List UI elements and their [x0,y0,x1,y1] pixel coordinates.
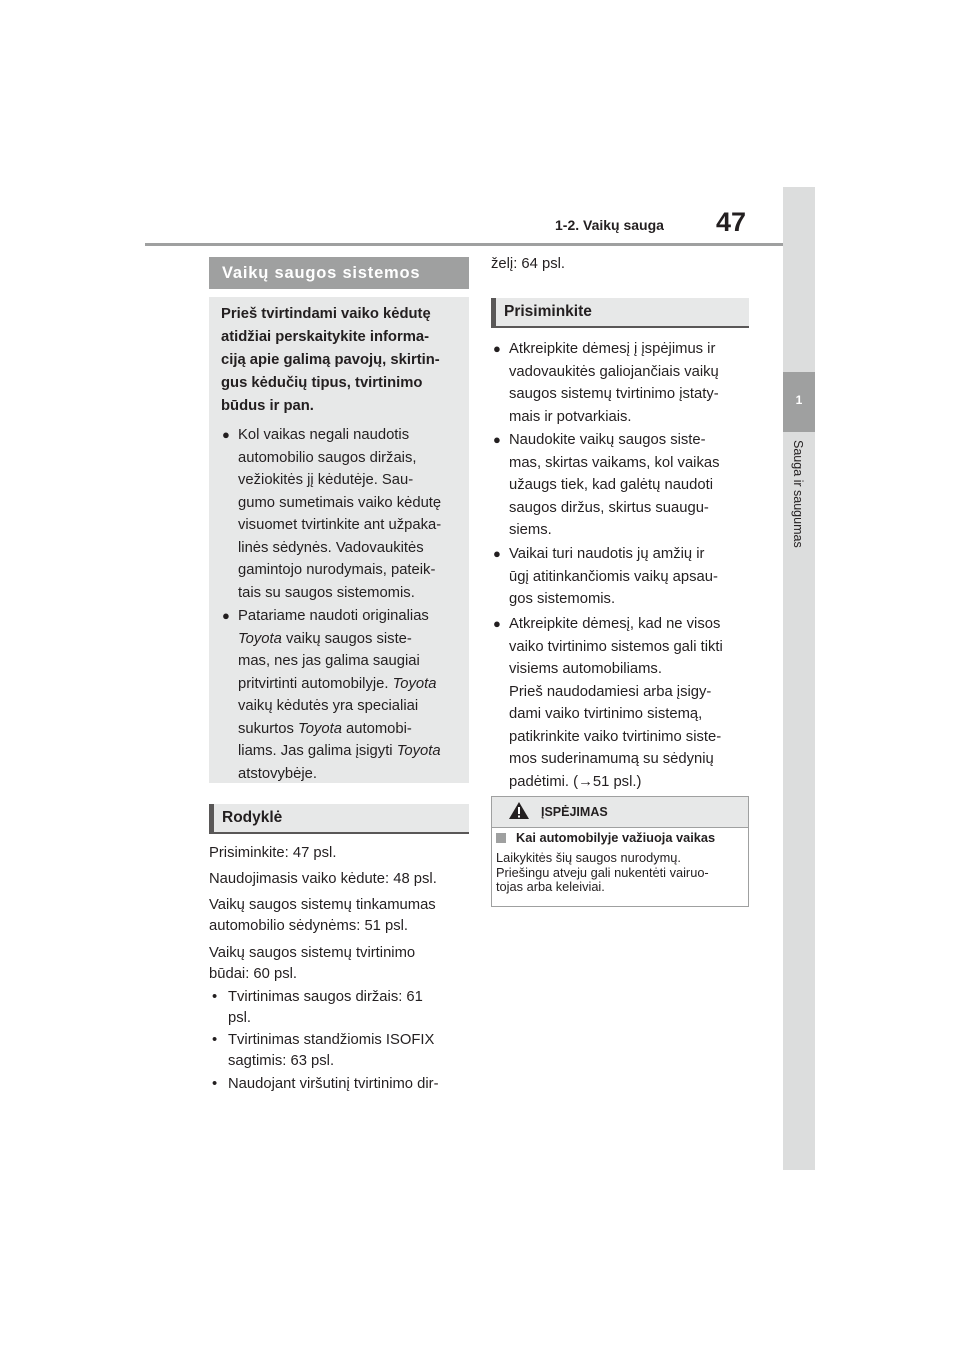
chapter-label: Sauga ir saugumas [791,440,805,548]
index-subitem: • Tvirtinimas standžiomis ISOFIX sagtimis: 63 psl. [212,1032,435,1069]
index-item: Prisiminkite: 47 psl. [209,845,337,861]
intro-text: Prieš tvirtindami vaiko kėdutę atidžiai perskaitykite informa- ciją apie galimą pavojų, skirtin- gus kėdučių tipus, tvirtinimo būdus ir pan. [221,306,440,414]
bullet-dot-icon: ● [493,341,501,356]
remember-bullet: ● Naudokite vaikų saugos siste- mas, skirtas vaikams, kol vaikas užaugs tiek, kad galėtų naudoti saugos diržus, skirtus suaugu- siems. [509,429,751,542]
bullet-dot-icon: ● [493,432,501,447]
chapter-number: 1 [795,393,803,407]
index-subitem-continuation: želį: 64 psl. [491,256,566,272]
index-heading: Rodyklė [209,804,469,834]
bullet-dot-icon: ● [222,608,230,623]
index-subitem: • Tvirtinimas saugos diržais: 61 psl. [212,989,423,1026]
intro-bullet: ● Patariame naudoti originalias Toyota vaikų saugos siste- mas, nes jas galima saugiai pritvirtinti automobilyje. Toyota vaikų kėdutės yra specialiai sukurtos Toyota automobi- liams. Jas galima įsigyti Toyota atstovybėje. [238,605,470,785]
remember-heading: Prisiminkite [491,298,749,328]
warning-title: ĮSPĖJIMAS [541,805,608,819]
index-item: Vaikų saugos sistemų tinkamumas automobilio sėdynėms: 51 psl. [209,897,436,934]
header-rule [145,243,783,246]
warning-text: Laikykitės šių saugos nurodymų. Priešingu atveju gali nukentėti vairuo- tojas arba keleiviai. [496,850,709,894]
bullet-dot-icon: ● [222,427,230,442]
bullet-dot-icon: ● [493,616,501,631]
page-number: 47 [716,207,747,237]
bullet-dot-icon: ● [493,546,501,561]
index-item: Naudojimasis vaiko kėdute: 48 psl. [209,871,437,887]
intro-bullet: ● Kol vaikas negali naudotis automobilio saugos diržais, vežiokitės jį kėdutėje. Sau- gumo sumetimais vaiko kėdutę visuomet tvirtinkite ant užpaka- linės sėdynės. Vadovaukitės gamintojo nurodymais, pateik- tais su saugos sistemomis. [238,424,470,604]
warning-square-icon [496,833,506,843]
warning-subtitle: Kai automobilyje važiuoja vaikas [516,830,716,845]
warning-triangle-icon [508,801,530,820]
section-title: Vaikų saugos sistemos [209,257,469,289]
chapter-side-tab [783,187,815,1170]
remember-bullet: ● Vaikai turi naudotis jų amžių ir ūgį atitinkančiomis vaikų apsau- gos sistemomis. [509,543,751,611]
index-subitem: • Naudojant viršutinį tvirtinimo dir- [212,1076,439,1092]
remember-bullet: ● Atkreipkite dėmesį, kad ne visos vaiko tvirtinimo sistemos gali tikti visiems automobiliams. Prieš naudodamiesi arba įsigy- dami vaiko tvirtinimo sistemą, patikrinkite vaiko tvirtinimo siste- mos suderinamumą su sėdynių padėtimi. (→51 psl.) [509,613,751,793]
warning-header [492,797,748,828]
running-header-section-title: 1-2. Vaikų sauga [555,217,664,233]
remember-bullet: ● Atkreipkite dėmesį į įspėjimus ir vadovaukitės galiojančiais vaikų saugos sistemų tvirtinimo įstaty- mais ir potvarkiais. [509,338,751,428]
index-item: Vaikų saugos sistemų tvirtinimo būdai: 60 psl. [209,945,416,982]
